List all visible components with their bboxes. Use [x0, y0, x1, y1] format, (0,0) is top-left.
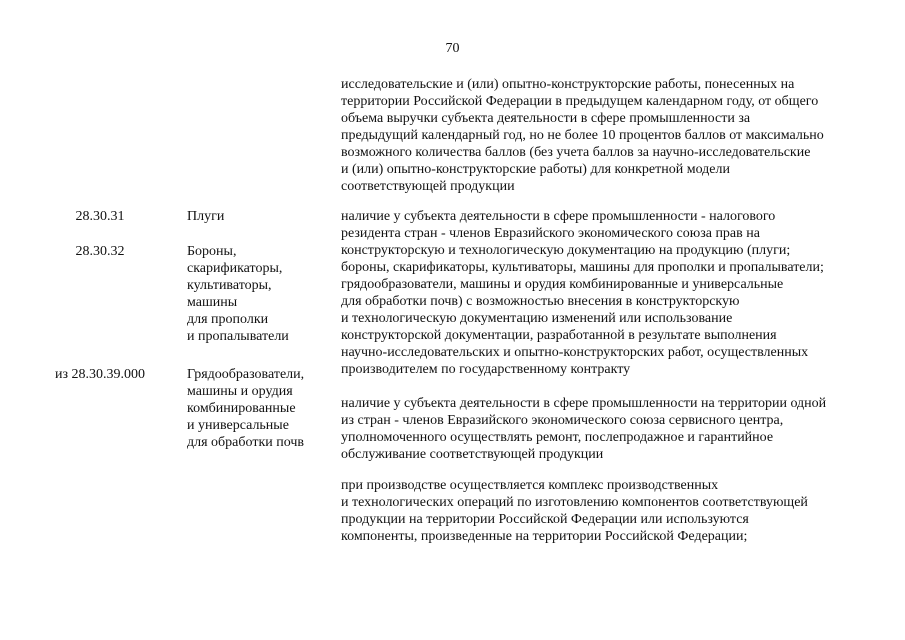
text-line: при производстве осуществляется комплекс производственных [341, 478, 719, 493]
text-line: из стран - членов Евразийского экономического союза сервисного центра, [341, 413, 784, 428]
text-line: производителем по государственному контракту [341, 362, 631, 377]
product-name-line: Грядообразователи, [187, 367, 305, 382]
text-line: конструкторскую и технологическую документацию на продукцию (плуги; [341, 243, 791, 258]
text-line: научно-исследовательских и опытно-конструкторских работ, осуществленных [341, 345, 809, 360]
text-line: бороны, скарификаторы, культиваторы, машины для прополки и пропалыватели; [341, 260, 824, 275]
page-number: 70 [445, 41, 460, 56]
text-line: объема выручки субъекта деятельности в сфере промышленности за [341, 111, 751, 126]
text-line: компоненты, произведенные на территории Российской Федерации; [341, 529, 748, 544]
text-line: продукции на территории Российской Федерации или используются [341, 512, 749, 527]
product-name-line: машины [187, 295, 238, 310]
product-name-line: скарификаторы, [187, 261, 283, 276]
text-line: уполномоченного осуществлять ремонт, послепродажное и гарантийное [341, 430, 774, 445]
product-name [187, 366, 327, 451]
product-name-line: комбинированные [187, 401, 296, 416]
text-line: соответствующей продукции [341, 179, 515, 194]
text-line: обслуживание соответствующей продукции [341, 447, 604, 462]
product-name [187, 208, 327, 225]
product-name-line: Бороны, [187, 244, 237, 259]
text-line: для обработки почв) с возможностью внесения в конструкторскую [341, 294, 740, 309]
text-line: резидента стран - членов Евразийского экономического союза прав на [341, 226, 760, 241]
product-name-line: машины и орудия [187, 384, 293, 399]
product-name-line: культиваторы, [187, 278, 272, 293]
text-line: наличие у субъекта деятельности в сфере промышленности - налогового [341, 209, 776, 224]
product-name [187, 243, 327, 345]
text-line: возможного количества баллов (без учета баллов за научно-исследовательские [341, 145, 811, 160]
product-name-line: для прополки [187, 312, 269, 327]
requirement-paragraph [341, 395, 871, 463]
text-line: и технологическую документацию изменений или использование [341, 311, 733, 326]
okpd-code: 28.30.31 [75, 209, 125, 224]
text-line: наличие у субъекта деятельности в сфере промышленности на территории одной [341, 396, 827, 411]
text-line: конструкторской документации, разработанной в результате выполнения [341, 328, 777, 343]
text-line: предыдущий календарный год, но не более 10 процентов баллов от максимально [341, 128, 824, 143]
requirement-paragraph [341, 477, 871, 545]
product-name-line: для обработки почв [187, 435, 305, 450]
okpd-code: из 28.30.39.000 [54, 367, 146, 382]
okpd-code: 28.30.32 [75, 244, 125, 259]
text-line: и (или) опытно-конструкторские работы) для конкретной модели [341, 162, 730, 177]
text-line: и технологических операций по изготовлению компонентов соответствующей [341, 495, 808, 510]
product-name-line: Плуги [187, 209, 225, 224]
product-name-line: и пропалыватели [187, 329, 289, 344]
requirement-paragraph [341, 208, 871, 378]
text-line: исследовательские и (или) опытно-конструкторские работы, понесенных на [341, 77, 795, 92]
text-line: грядообразователи, машины и орудия комбинированные и универсальные [341, 277, 784, 292]
continuation-paragraph [341, 76, 871, 195]
product-name-line: и универсальные [187, 418, 289, 433]
text-line: территории Российской Федерации в предыдущем календарном году, от общего [341, 94, 819, 109]
